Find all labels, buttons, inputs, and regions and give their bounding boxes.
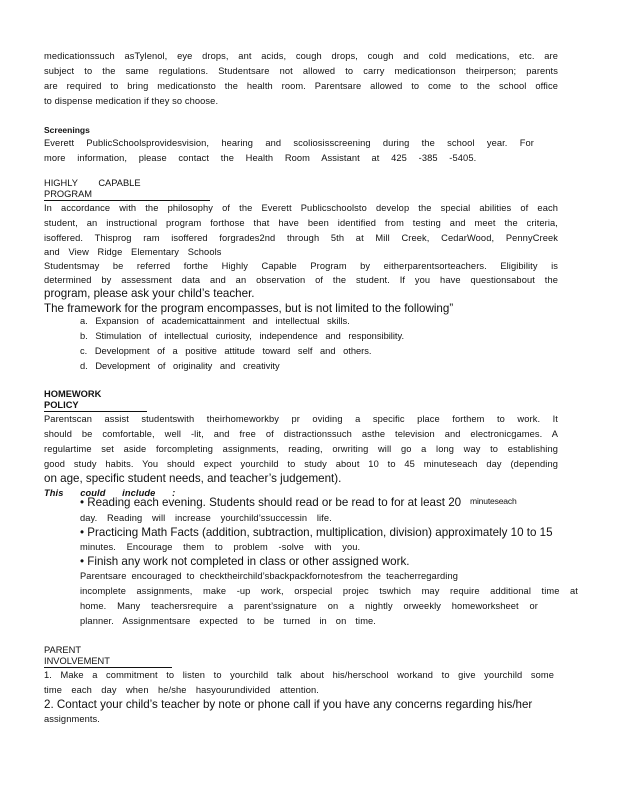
text-line: medicationssuch asTylenol, eye drops, ant acids, cough drops, cough and cold medications, etc. are	[44, 51, 558, 61]
text-line: 1. Make a commitment to listen to yourchild talk about his/herschool workand to give yourchild some	[44, 670, 554, 680]
text-line: planner. Assignmentsare expected to be turned in on time.	[80, 615, 376, 626]
bullet-text: • Reading each evening. Students should read or be read to for at least 20	[80, 496, 462, 509]
homework-bullets	[80, 493, 578, 628]
text-line-large: program, please ask your child’s teacher.	[44, 286, 255, 300]
homework-section	[44, 389, 558, 501]
section-heading: PARENT INVOLVEMENT	[44, 645, 554, 668]
text-line-large: on age, specific student needs, and teacher’s judgement).	[44, 471, 342, 485]
bullet-continuation: day. Reading will increase yourchild’ssuccessin life.	[80, 513, 332, 523]
text-line: more information, please contact the Health Room Assistant at 425 -385 -5405.	[44, 152, 477, 163]
list-item: b. Stimulation of intellectual curiosity, independence and responsibility.	[80, 331, 405, 341]
text-line: subject to the same regulations. Studentsare not allowed to carry medicationson theirperson; parents	[44, 65, 558, 76]
highly-capable-section	[44, 178, 558, 316]
section-heading: HOMEWORK POLICY	[44, 389, 558, 412]
text-line: isoffered. Thisprog ram isoffered forgrades2nd through 5th at Mill Creek, CedarWood, PennyCreek	[44, 232, 558, 243]
text-line: Parentscan assist studentswith theirhomeworkby pr oviding a specific place forthem to work. It	[44, 414, 558, 424]
section-heading: HIGHLY CAPABLE PROGRAM	[44, 178, 558, 201]
bullet-item: • Practicing Math Facts (addition, subtraction, multiplication, division) approximately 10 to 15	[80, 525, 553, 539]
bullet-item: • Finish any work not completed in class or other assigned work.	[80, 554, 410, 568]
text-line: regulartime set aside forcompleting assignments, reading, orwriting will go a long way to establishing	[44, 443, 558, 454]
screenings-section	[44, 125, 534, 166]
text-line: assignments.	[44, 713, 100, 724]
text-line: should be comfortable, well -lit, and free of distractionssuch asthe television and electronicgames. A	[44, 428, 558, 439]
text-line: determined by assessment data and an observation of the student. If you have questionsabout the	[44, 274, 558, 285]
parent-involvement-section	[44, 645, 554, 727]
text-line: In accordance with the philosophy of the Everett Publicschoolsto develop the special abilities of each	[44, 203, 558, 213]
text-line: Everett PublicSchoolsprovidesvision, hearing and scoliosisscreening during the school year. For	[44, 138, 534, 148]
text-line: home. Many teachersrequire a parent’ssignature on a nightly orweekly homeworksheet or	[80, 600, 538, 611]
text-line: Studentsmay be referred forthe Highly Capable Program by eitherparentsorteachers. Eligibility is	[44, 260, 558, 271]
this-could-include: This could include :	[44, 487, 176, 498]
text-line-large: The framework for the program encompasses, but is not limited to the following”	[44, 301, 454, 315]
text-line: to dispense medication if they so choose.	[44, 95, 219, 106]
text-line: good study habits. You should expect yourchild to study about 10 to 45 minuteseach day (depending	[44, 458, 558, 469]
objectives-list	[80, 314, 404, 374]
medications-paragraph	[44, 49, 558, 109]
text-line: Parentsare encouraged to checktheirchild’sbackpackfornotesfrom the teacherregarding	[80, 570, 458, 581]
list-item: c. Development of a positive attitude toward self and others.	[80, 346, 372, 356]
bullet-overlap-text: minuteseach	[470, 496, 517, 506]
text-line: student, an instructional program forthose that have been identified from testing and meet the criteria,	[44, 217, 558, 228]
text-line: and View Ridge Elementary Schools	[44, 246, 222, 257]
text-line-large: 2. Contact your child’s teacher by note or phone call if you have any concerns regarding his/her	[44, 697, 533, 711]
text-line: are required to bring medicationsto the health room. Parentsare allowed to come to the school office	[44, 80, 558, 91]
bullet-item	[80, 493, 578, 511]
bullet-continuation: minutes. Encourage them to problem -solve with you.	[80, 541, 361, 552]
text-line: incomplete assignments, make -up work, orspecial projec tswhich may require additional time at	[80, 585, 578, 596]
list-item: a. Expansion of academicattainment and intellectual skills.	[80, 316, 350, 326]
section-heading: Screenings	[44, 125, 90, 135]
text-line: time each day when he/she hasyourundivided attention.	[44, 684, 319, 695]
list-item: d. Development of originality and creativity	[80, 361, 280, 371]
